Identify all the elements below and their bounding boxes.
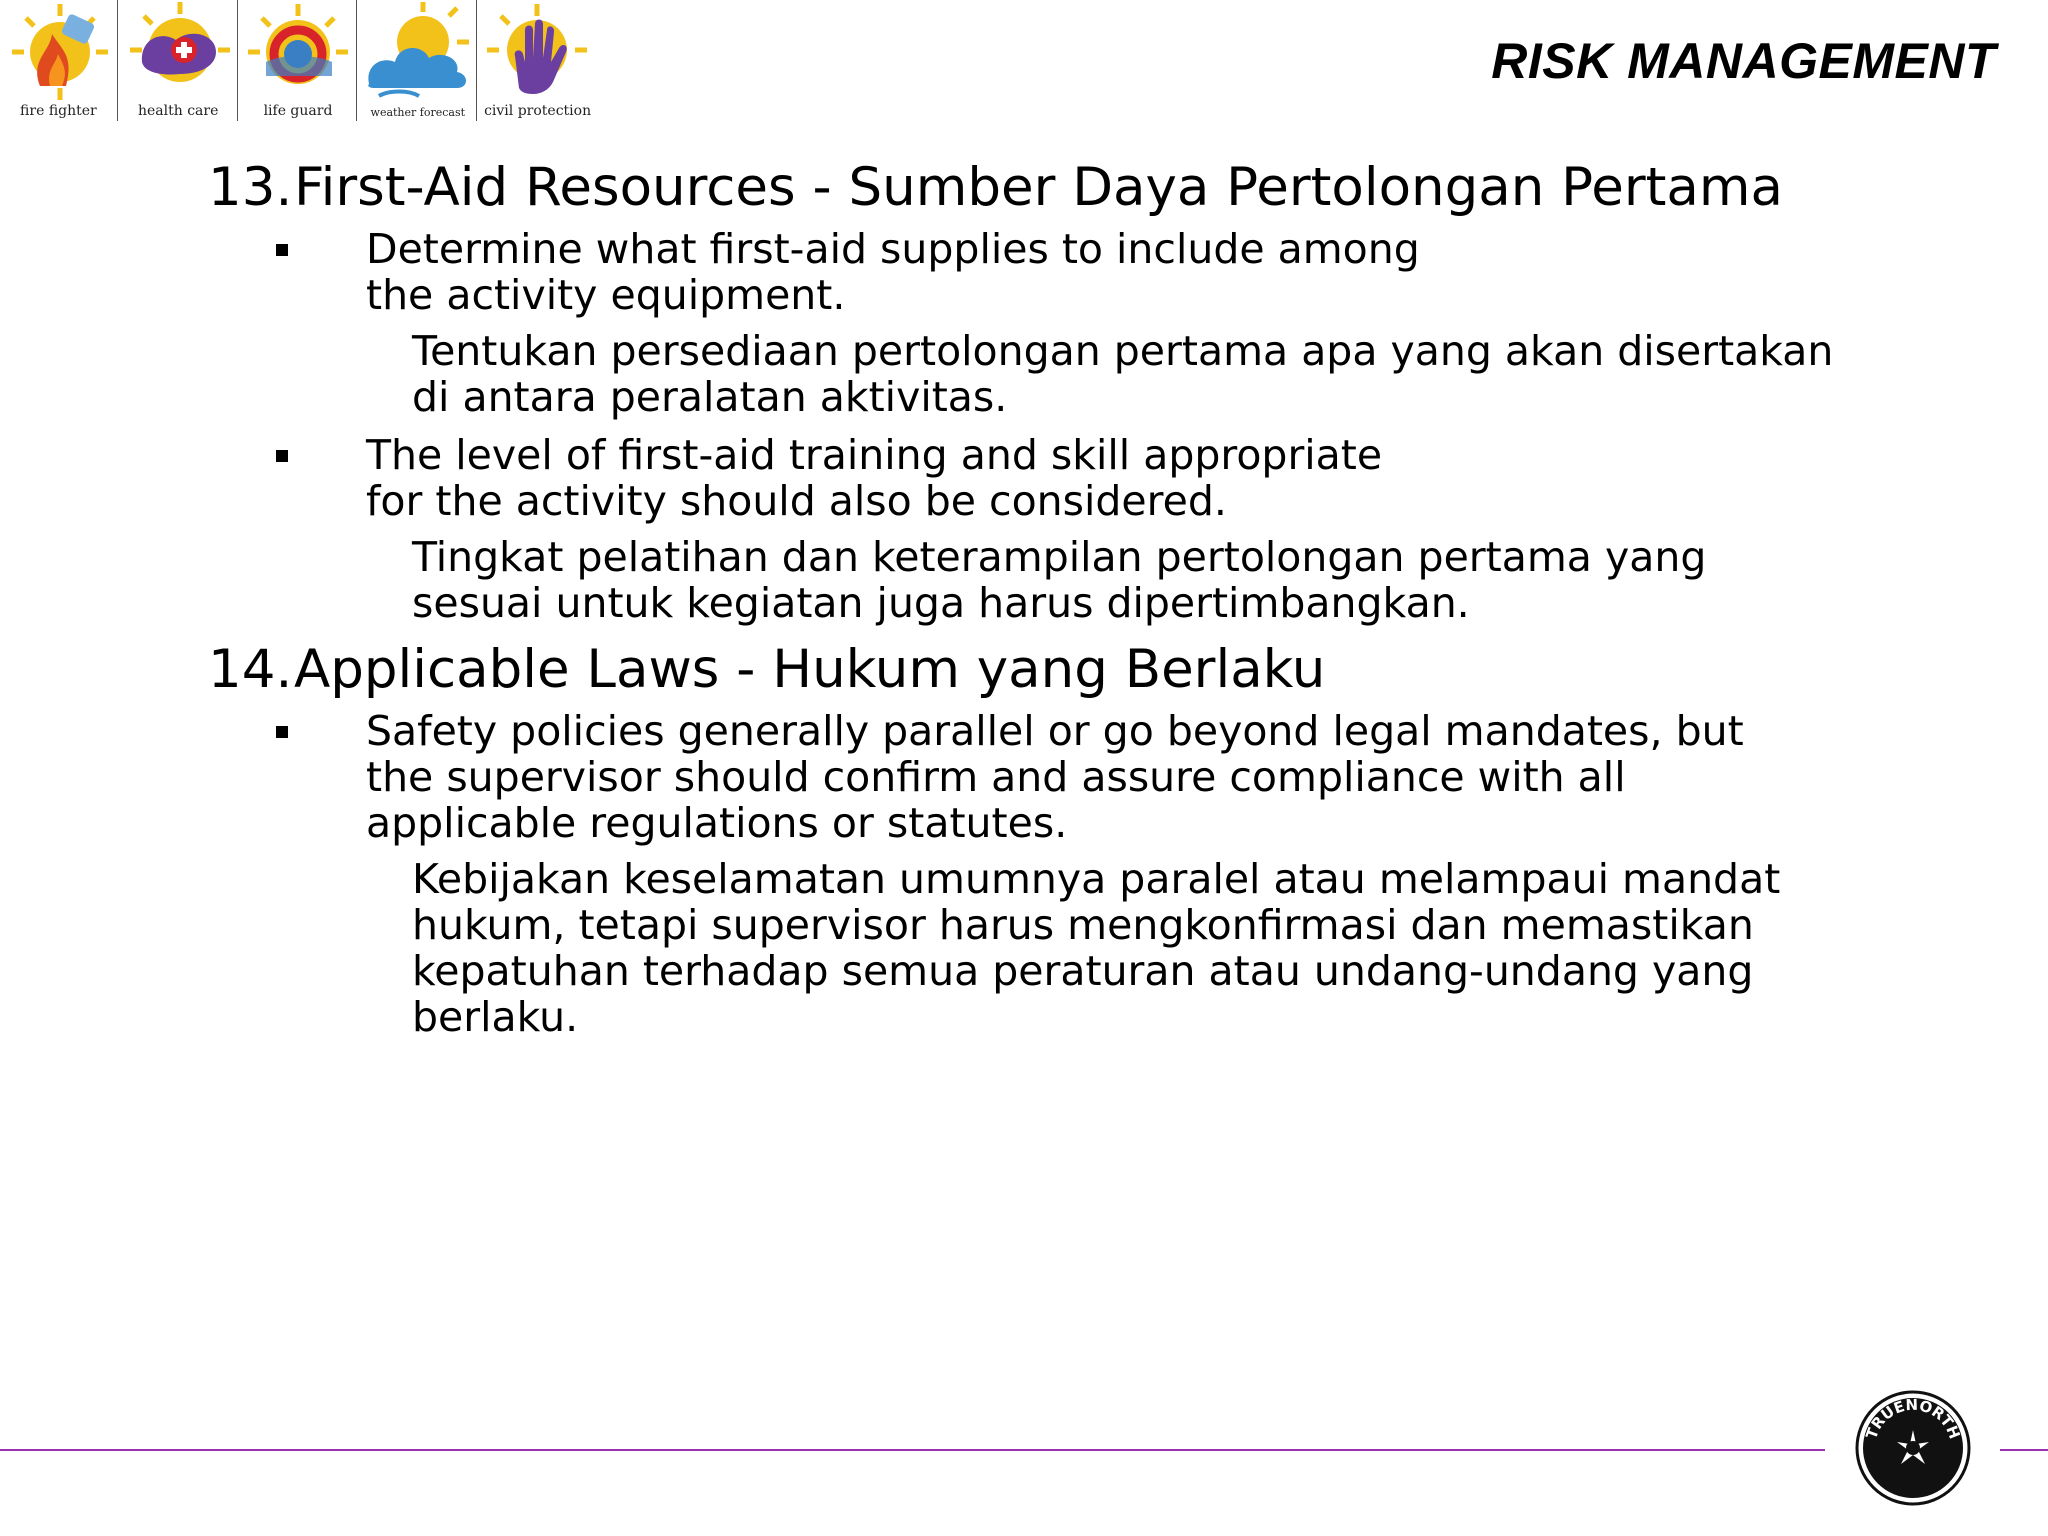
section-title: Applicable Laws - Hukum yang Berlaku [294, 639, 1326, 700]
banner-tile-life-guard [240, 0, 358, 121]
bullet-text-id: Kebijakan keselamatan umumnya paralel atau melampaui mandat hukum, tetapi supervisor harus mengkonfirmasi dan memastikan kepatuhan terhadap semua peraturan atau undang-undang yang berlaku. [412, 855, 1781, 1041]
section-first-aid [208, 156, 1848, 626]
tile-label: fire fighter [20, 103, 97, 119]
bullet-text-en: The level of first-aid training and skill appropriate for the activity should also be considered. [366, 431, 1383, 525]
bullet-marker [276, 726, 288, 738]
slide-content [208, 156, 1848, 1052]
section-heading [208, 156, 1848, 220]
bullet-text-en: Determine what first-aid supplies to include among the activity equipment. [366, 225, 1420, 319]
section-number: 14. [208, 639, 293, 700]
truenorth-logo [1853, 1388, 1973, 1508]
section-number: 13. [208, 157, 293, 218]
bullet-marker [276, 244, 288, 256]
weather-forecast-icon [359, 0, 477, 121]
bullet-marker [276, 450, 288, 462]
bullet-item [366, 432, 1446, 524]
bullet-item [366, 226, 1446, 318]
bullet-text-en: Safety policies generally parallel or go beyond legal mandates, but the supervisor should confirm and assure compliance with all applicable regulations or statutes. [366, 707, 1744, 847]
tile-label: life guard [263, 103, 333, 119]
slide-title: RISK MANAGEMENT [1491, 33, 1996, 89]
footer-rule-right [2000, 1449, 2048, 1451]
footer-rule-left [0, 1449, 1825, 1451]
section-heading [208, 638, 1848, 702]
banner-tile-civil-protection [479, 0, 596, 121]
tile-label: health care [138, 103, 219, 119]
header-banner [0, 0, 598, 121]
banner-tile-health-care [120, 0, 238, 121]
logo-mark [1853, 1388, 1973, 1508]
section-title: First-Aid Resources - Sumber Daya Pertolongan Pertama [294, 157, 1783, 218]
bullet-text-id: Tingkat pelatihan dan keterampilan pertolongan pertama yang sesuai untuk kegiatan juga harus dipertimbangkan. [412, 533, 1707, 627]
tile-label: weather forecast [370, 106, 466, 119]
logo-text: TRUENORTH [1862, 1395, 1964, 1442]
banner-tile-fire-fighter [0, 0, 118, 121]
banner-tile-weather-forecast [359, 0, 477, 121]
bullet-item [366, 708, 1786, 846]
section-applicable-laws [208, 638, 1848, 1040]
tile-label: civil protection [484, 103, 592, 119]
bullet-text-id: Tentukan persediaan pertolongan pertama apa yang akan disertakan di antara peralatan aktivitas. [412, 327, 1834, 421]
